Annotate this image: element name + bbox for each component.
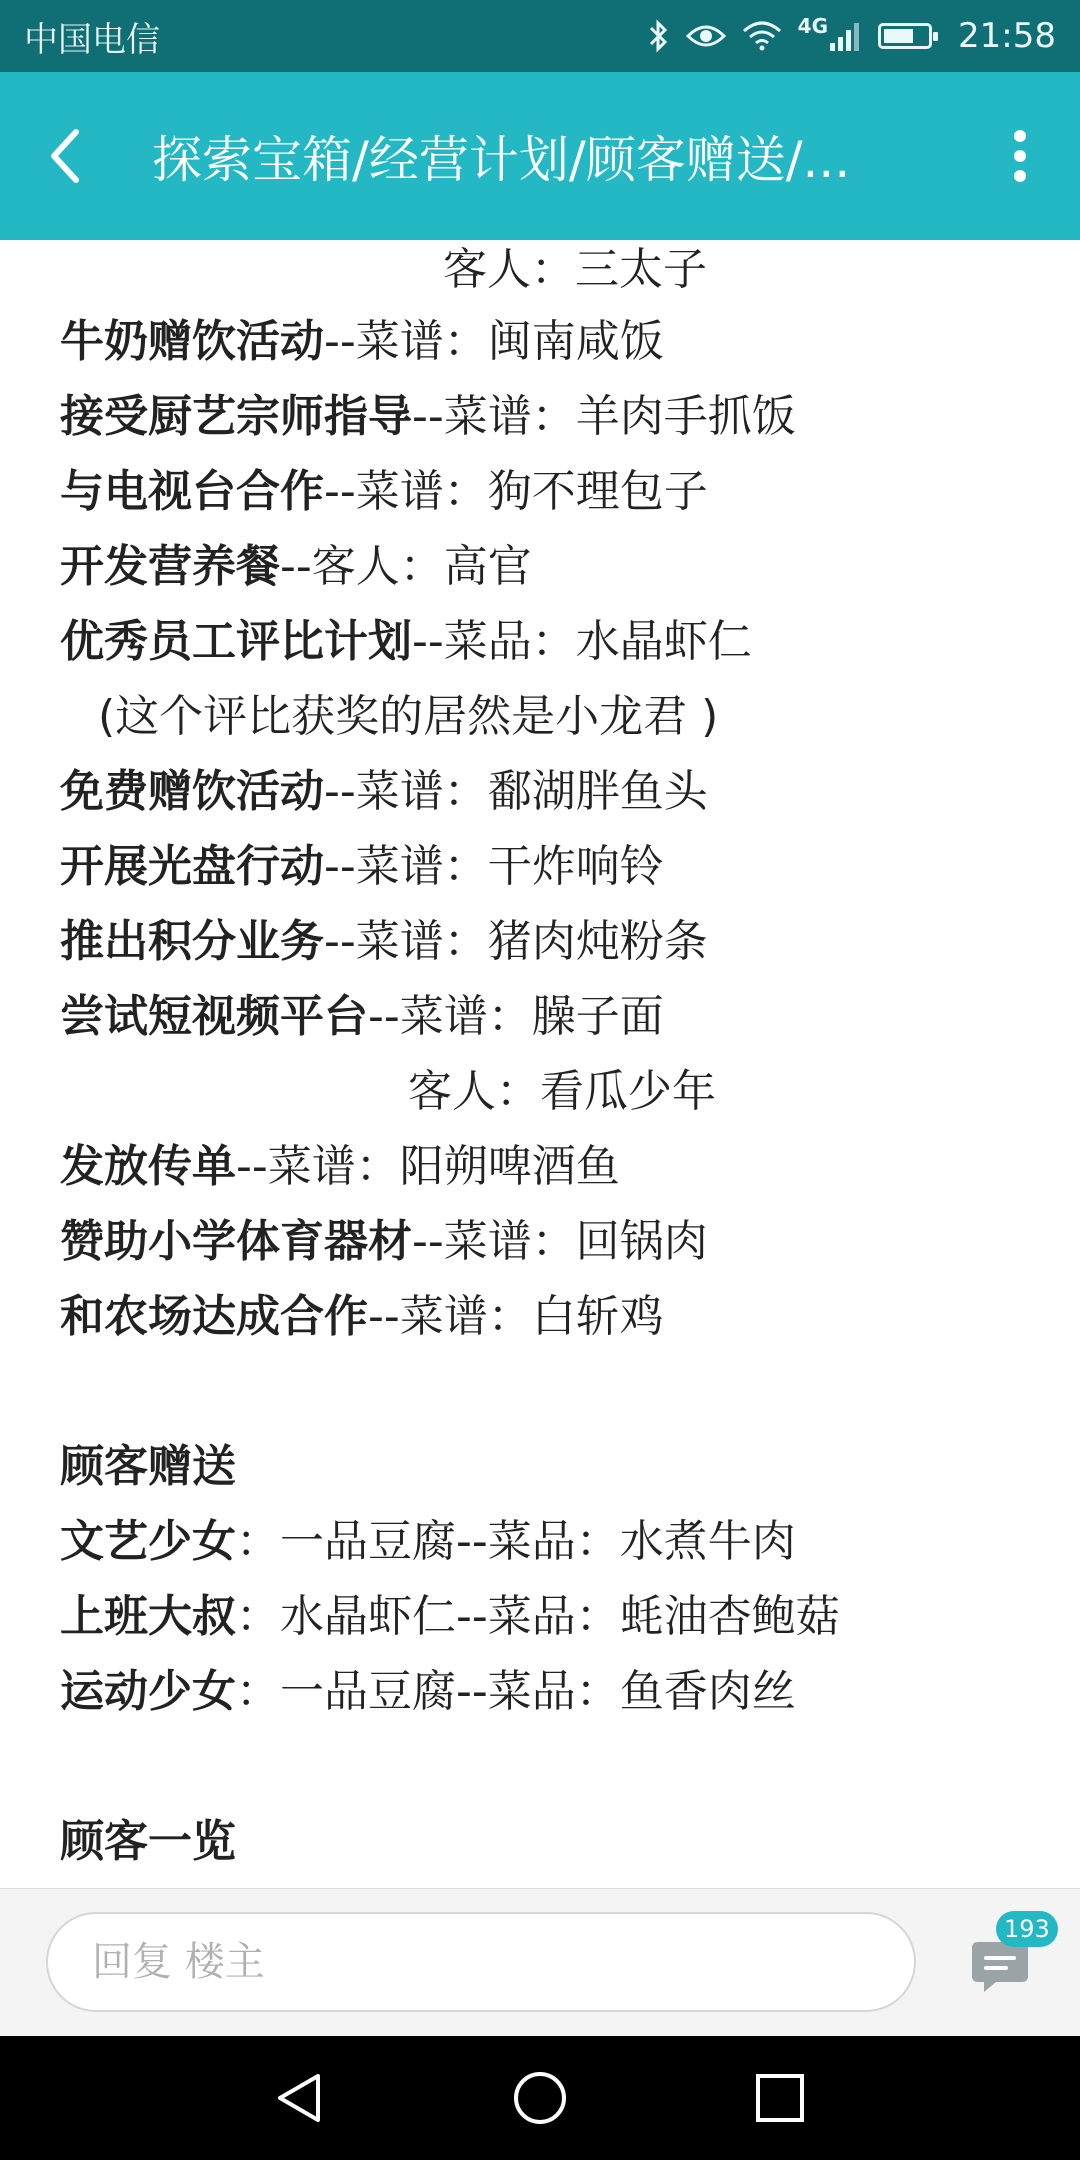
gift-reward: ：一品豆腐--菜品：鱼香肉丝 bbox=[236, 1666, 796, 1717]
plan-reward: --菜谱：干炸响铃 bbox=[324, 841, 664, 892]
plan-name: 优秀员工评比计划 bbox=[60, 616, 412, 667]
plan-line bbox=[60, 1129, 1020, 1204]
plan-reward: --菜谱：阳朔啤酒鱼 bbox=[236, 1141, 620, 1192]
plan-name: 发放传单 bbox=[60, 1141, 236, 1192]
eye-icon bbox=[686, 22, 726, 50]
plan-reward: --菜谱：臊子面 bbox=[368, 991, 664, 1042]
reply-input[interactable]: 回复 楼主 bbox=[46, 1912, 916, 2012]
wifi-icon bbox=[742, 21, 782, 51]
blank-line bbox=[60, 1729, 1020, 1804]
plan-line bbox=[60, 304, 1020, 379]
gift-line bbox=[60, 1654, 1020, 1729]
plan-line bbox=[60, 754, 1020, 829]
nav-back-button[interactable] bbox=[265, 2063, 335, 2133]
gift-reward: ：一品豆腐--菜品：水煮牛肉 bbox=[236, 1516, 796, 1567]
plan-name: 和农场达成合作 bbox=[60, 1291, 368, 1342]
gift-reward: ：水晶虾仁--菜品：蚝油杏鲍菇 bbox=[236, 1591, 840, 1642]
plan-name: 接受厨艺宗师指导 bbox=[60, 391, 412, 442]
comment-count-badge: 193 bbox=[996, 1911, 1058, 1947]
plan-line bbox=[60, 829, 1020, 904]
guest-reward-line: 客人：看瓜少年 bbox=[408, 1066, 716, 1117]
plan-line bbox=[60, 379, 1020, 454]
section-heading-gifts: 顾客赠送 bbox=[60, 1441, 236, 1492]
status-icons bbox=[648, 16, 1056, 56]
plan-reward: --客人：高官 bbox=[280, 541, 532, 592]
blank-line bbox=[60, 1354, 1020, 1429]
customer-name: 上班大叔 bbox=[60, 1591, 236, 1642]
post-content bbox=[0, 240, 1080, 1888]
plan-name: 与电视台合作 bbox=[60, 466, 324, 517]
plan-reward: --菜谱：回锅肉 bbox=[412, 1216, 708, 1267]
gift-line bbox=[60, 1579, 1020, 1654]
plan-name: 赞助小学体育器材 bbox=[60, 1216, 412, 1267]
plan-reward: --菜谱：闽南咸饭 bbox=[324, 316, 664, 367]
nav-home-button[interactable] bbox=[505, 2063, 575, 2133]
battery-icon bbox=[878, 23, 932, 49]
plan-reward: --菜谱：羊肉手抓饭 bbox=[412, 391, 796, 442]
plan-name: 免费赠饮活动 bbox=[60, 766, 324, 817]
plan-line bbox=[60, 454, 1020, 529]
more-vert-icon bbox=[1012, 128, 1028, 184]
nav-recents-button[interactable] bbox=[745, 2063, 815, 2133]
gift-line bbox=[60, 1504, 1020, 1579]
plan-line bbox=[60, 1279, 1020, 1354]
plan-name: 尝试短视频平台 bbox=[60, 991, 368, 1042]
plan-reward: --菜谱：白斩鸡 bbox=[368, 1291, 664, 1342]
app-bar bbox=[0, 72, 1080, 240]
customer-name: 文艺少女 bbox=[60, 1516, 236, 1567]
plan-name: 开展光盘行动 bbox=[60, 841, 324, 892]
clock-time: 21:58 bbox=[958, 16, 1056, 56]
guest-reward-line: 客人：三太子 bbox=[443, 244, 707, 295]
bluetooth-icon bbox=[648, 19, 670, 53]
plan-reward: --菜谱：鄱湖胖鱼头 bbox=[324, 766, 708, 817]
system-nav-bar bbox=[0, 2036, 1080, 2160]
nav-home-icon bbox=[510, 2068, 570, 2128]
plan-line bbox=[60, 979, 1020, 1054]
reply-bar bbox=[0, 1888, 1080, 2036]
plan-name: 推出积分业务 bbox=[60, 916, 324, 967]
nav-back-icon bbox=[270, 2068, 330, 2128]
page-title: 探索宝箱/经营计划/顾客赠送/... bbox=[152, 131, 851, 189]
network-type-label: 4G bbox=[797, 14, 829, 38]
note-line: (这个评比获奖的居然是小龙君 ) bbox=[98, 691, 719, 742]
signal-icon bbox=[797, 14, 862, 51]
plan-reward: --菜谱：狗不理包子 bbox=[324, 466, 708, 517]
status-bar bbox=[0, 0, 1080, 72]
plan-line bbox=[60, 1204, 1020, 1279]
section-heading-customers: 顾客一览 bbox=[60, 1816, 236, 1867]
customer-name: 运动少女 bbox=[60, 1666, 236, 1717]
nav-recents-icon bbox=[750, 2068, 810, 2128]
back-arrow-icon bbox=[48, 128, 82, 184]
back-button[interactable] bbox=[0, 72, 130, 240]
carrier-label: 中国电信 bbox=[24, 19, 160, 60]
plan-line bbox=[60, 904, 1020, 979]
plan-line bbox=[60, 529, 1020, 604]
plan-reward: --菜谱：猪肉炖粉条 bbox=[324, 916, 708, 967]
plan-name: 开发营养餐 bbox=[60, 541, 280, 592]
plan-name: 牛奶赠饮活动 bbox=[60, 316, 324, 367]
plan-line bbox=[60, 604, 1020, 679]
more-menu-button[interactable] bbox=[960, 72, 1080, 240]
plan-reward: --菜品：水晶虾仁 bbox=[412, 616, 752, 667]
